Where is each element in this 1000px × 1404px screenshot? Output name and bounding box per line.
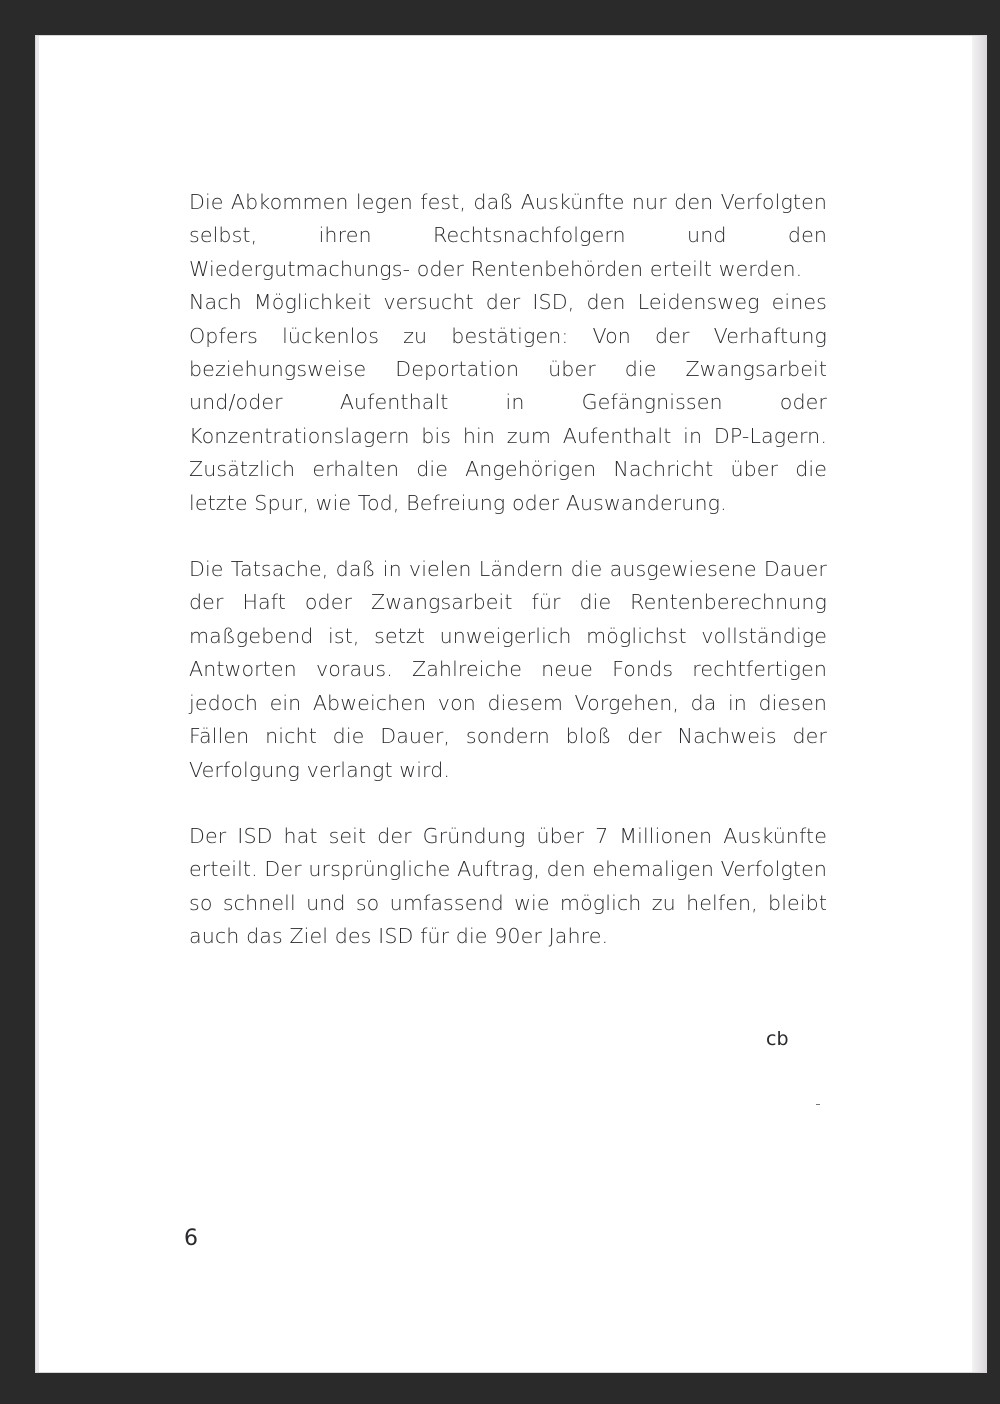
paragraph-persecution-path: Nach Möglichkeit versucht der ISD, den Leidensweg eines Opfers lückenlos zu bestätigen: Von der Verhaftung beziehungsweise Deportation über die Zwangsarbeit und/oder Aufenthalt in Gefängnissen oder Konzentrationslagern bis hin zum Aufenthalt in DP-Lagern. Zusätzlich erhalten die Angehörigen Nachricht über die letzte Spur, wie Tod, Befreiung oder Auswanderung. (189, 290, 827, 515)
stray-mark (816, 1104, 820, 1105)
body-text (189, 186, 827, 954)
author-initials: cb (766, 1028, 789, 1050)
page-edge (972, 36, 986, 1372)
document-page (36, 36, 986, 1372)
paragraph-disclosure-rules: Die Abkommen legen fest, daß Auskünfte nur den Verfolgten selbst, ihren Rechtsnachfolgern und den Wiedergutmachungs- oder Rentenbehörden erteilt werden. (189, 190, 827, 281)
paragraph-pension-calculation: Die Tatsache, daß in vielen Ländern die ausgewiesene Dauer der Haft oder Zwangsarbeit für die Rentenberechnung maßgebend ist, setzt unweigerlich möglichst vollständige Antworten voraus. Zahlreiche neue Fonds rechtfertigen jedoch ein Abweichen von diesem Vorgehen, da in diesen Fällen nicht die Dauer, sondern bloß der Nachweis der Verfolgung verlangt wird. (189, 557, 827, 782)
paragraph-isd-goals: Der ISD hat seit der Gründung über 7 Millionen Auskünfte erteilt. Der ursprüngliche Auftrag, den ehemaligen Verfolgten so schnell und so umfassend wie möglich zu helfen, bleibt auch das Ziel des ISD für die 90er Jahre. (189, 823, 827, 949)
page-number: 6 (184, 1226, 198, 1251)
